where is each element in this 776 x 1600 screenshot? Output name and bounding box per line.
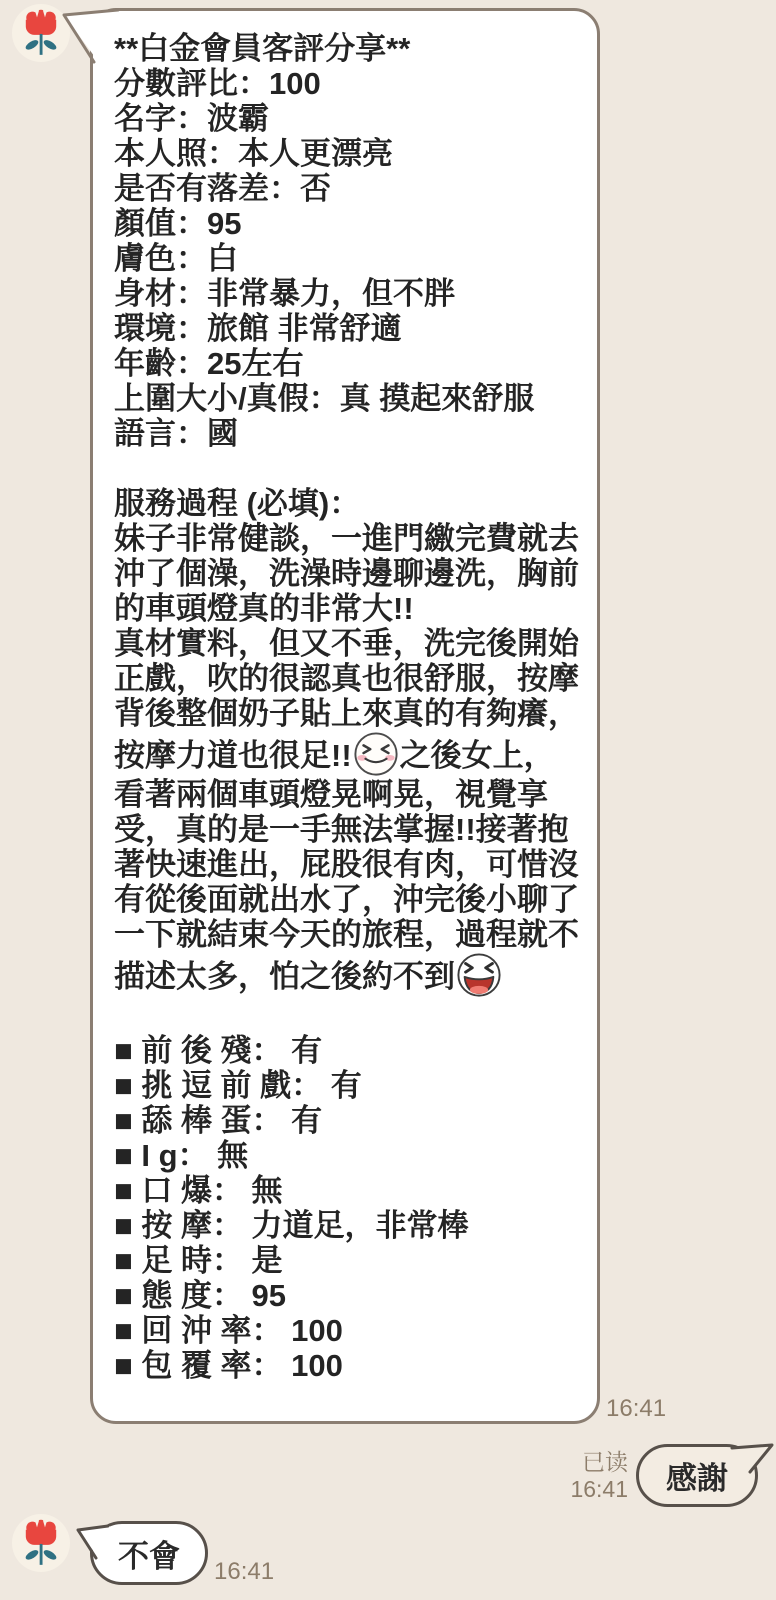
message-line: ■ 回 沖 率： 100	[114, 1313, 343, 1348]
squint-blush-emoji	[353, 731, 399, 777]
message-line: ■ 態 度： 95	[114, 1278, 287, 1313]
message-line: 服務過程 (必填)：	[114, 486, 361, 521]
message-line: 按摩力道也很足!! 之後女上，	[114, 731, 581, 777]
message-line: ■ 包 覆 率： 100	[114, 1348, 343, 1383]
message-line: 沖了個澡，洗澡時邊聊邊洗，胸前	[114, 556, 579, 591]
message-line: 本人照：本人更漂亮	[114, 136, 393, 171]
message-line: 分數評比：100	[114, 66, 321, 101]
message-line: 身材：非常暴力，但不胖	[114, 276, 455, 311]
message-line: 一下就結束今天的旅程，過程就不	[114, 917, 579, 952]
message-line: 真材實料，但又不垂，洗完後開始	[114, 626, 579, 661]
message-line: 是否有落差：否	[114, 171, 331, 206]
message-line: ■ 舔 棒 蛋： 有	[114, 1103, 323, 1138]
message-line: 的車頭燈真的非常大!!	[114, 591, 414, 626]
review-message-bubble[interactable]	[90, 8, 600, 1424]
bubble-tail	[60, 1516, 112, 1566]
laughing-open-mouth-emoji	[456, 952, 502, 998]
message-line: 膚色：白	[114, 241, 238, 276]
review-message-lines	[114, 31, 581, 1383]
message-line: 受，真的是一手無法掌握!!接著抱	[114, 812, 569, 847]
message-line: 語言：國	[114, 416, 238, 451]
message-line	[114, 998, 581, 1033]
received-reply-text: 不會	[118, 1538, 180, 1574]
message-line: **白金會員客評分享**	[114, 31, 411, 66]
message-line: 著快速進出，屁股很有肉，可惜沒	[114, 847, 579, 882]
message-line: 顏值：95	[114, 206, 242, 241]
bubble-tail	[56, 4, 126, 70]
message-line: 正戲，吹的很認真也很舒服，按摩	[114, 661, 579, 696]
message-line: ■ 按 摩： 力道足，非常棒	[114, 1208, 469, 1243]
read-receipt	[480, 1449, 628, 1503]
message-line	[114, 451, 581, 486]
message-line: 妹子非常健談，一進門繳完費就去	[114, 521, 579, 556]
message-line: ■ 口 爆： 無	[114, 1173, 283, 1208]
message-line: 有從後面就出水了，沖完後小聊了	[114, 882, 579, 917]
message-line: ■ 前 後 殘： 有	[114, 1033, 323, 1068]
timestamp: 16:41	[606, 1395, 667, 1422]
bubble-tail	[718, 1438, 776, 1480]
tulip-flower-icon	[22, 1518, 60, 1568]
message-line: 環境：旅館 非常舒適	[114, 311, 402, 346]
message-line: ■ 挑 逗 前 戲： 有	[114, 1068, 362, 1103]
sent-reply-text: 感謝	[666, 1461, 728, 1496]
message-line: 年齡：25左右	[114, 346, 304, 381]
message-line: 看著兩個車頭燈晃啊晃，視覺享	[114, 777, 548, 812]
message-line: 描述太多，怕之後約不到	[114, 952, 581, 998]
message-line: 名字：波霸	[114, 101, 269, 136]
read-time: 16:41	[570, 1476, 628, 1502]
message-line: ■ I g： 無	[114, 1138, 249, 1173]
tulip-flower-icon	[22, 8, 60, 58]
message-line: 背後整個奶子貼上來真的有夠癢，	[114, 696, 579, 731]
timestamp: 16:41	[214, 1558, 275, 1585]
message-line: ■ 足 時： 是	[114, 1243, 283, 1278]
message-line: 上圍大小/真假：真 摸起來舒服	[114, 381, 535, 416]
read-label: 已读	[582, 1449, 628, 1475]
